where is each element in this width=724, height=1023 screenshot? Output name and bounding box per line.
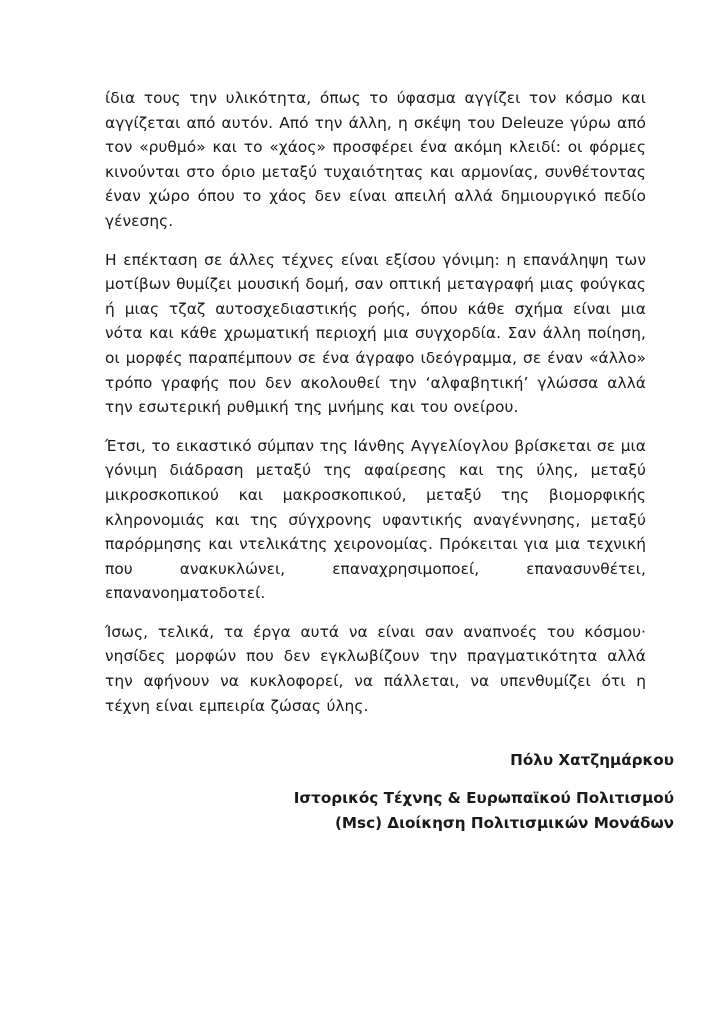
author-title-line-2: (Msc) Διοίκηση Πολιτισμικών Μονάδων [334,813,674,832]
author-title-line-1: Ιστορικός Τέχνης & Ευρωπαϊκού Πολιτισμού [293,789,674,807]
signature-block [294,748,674,835]
paragraph-3: Έτσι, το εικαστικό σύμπαν της Ιάνθης Αγγελίογλου βρίσκεται σε μια γόνιμη διάδραση μεταξύ της αφαίρεσης και της ύλης, μεταξύ μικροσκοπικού και μακροσκοπικού, μεταξύ της βιομορφικής κληρονομιάς και της σύγχρονης υφαντικής αναγέννησης, μεταξύ παρόρμησης και ντελικάτης χειρονομίας. Πρόκειται για μια τεχνική που ανακυκλώνει, επαναχρησιμοποεί, επανασυνθέτει, επανανοηματοδοτεί. [105,436,646,603]
paragraph-4: Ίσως, τελικά, τα έργα αυτά να είναι σαν αναπνοές του κόσμου· νησίδες μορφών που δεν εγκλωβίζουν την πραγματικότητα αλλά την αφήνουν να κυκλοφορεί, να πάλλεται, να υπενθυμίζει ότι η τέχνη είναι εμπειρία ζώσας ύλης. [105,622,646,715]
document-body [105,86,646,732]
author-name: Πόλυ Χατζημάρκου [510,751,674,769]
paragraph-1: ίδια τους την υλικότητα, όπως το ύφασμα αγγίζει τον κόσμο και αγγίζεται από αυτόν. Από την άλλη, η σκέψη του Deleuze γύρω από τον «ρυθμό» και το «χάος» προσφέρει ένα ακόμη κλειδί: οι φόρμες κινούνται στο όριο μεταξύ τυχαιότητας και αρμονίας, συνθέτοντας έναν χώρο όπου το χάος δεν είναι απειλή αλλά δημιουργικό πεδίο γένεσης. [105,89,646,230]
paragraph-2: Η επέκταση σε άλλες τέχνες είναι εξίσου γόνιμη: η επανάληψη των μοτίβων θυμίζει μουσική δομή, σαν οπτική μεταγραφή μιας φούγκας ή μιας τζαζ αυτοσχεδιαστικής ροής, όπου κάθε σχήμα είναι μια νότα και κάθε χρωματική περιοχή μια συγχορδία. Σαν άλλη ποίηση, οι μορφές παραπέμπουν σε ένα άγραφο ιδεόγραμμα, σε έναν «άλλο» τρόπο γραφής που δεν ακολουθεί την ‘αλφαβητική’ γλώσσα αλλά την εσωτερική ρυθμική της μνήμης και του ονείρου. [105,250,646,417]
